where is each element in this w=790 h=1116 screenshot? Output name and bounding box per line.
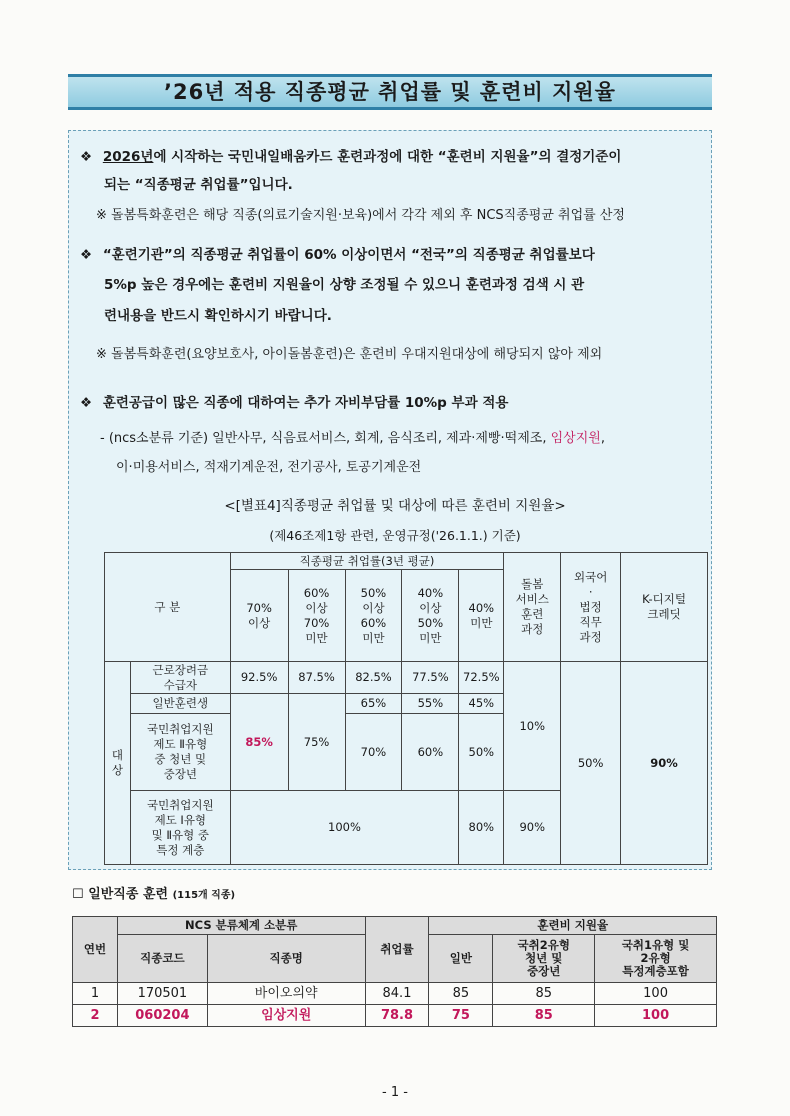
cell: 55% (402, 694, 459, 714)
bullet-2 (80, 246, 595, 264)
header-name: 직종명 (207, 935, 365, 983)
cell: 87.5% (288, 662, 345, 694)
cell: 060204 (117, 1005, 207, 1027)
cell: 임상지원 (207, 1005, 365, 1027)
bullet-2-text-3: 련내용을 반드시 확인하시기 바랍니다. (104, 308, 332, 324)
rate-group-header: 직종평균 취업률(3년 평균) (230, 553, 504, 570)
gubun-header: 구 분 (105, 553, 231, 662)
bullet-3 (80, 394, 508, 412)
cell: 85 (429, 983, 493, 1005)
cell: 85 (493, 983, 595, 1005)
cell: 90% (504, 791, 561, 865)
cell: 75% (288, 694, 345, 791)
col-header: 50% 이상 60% 미만 (345, 570, 402, 662)
bullet-1-text-2: 되는 “직종평균 취업률”입니다. (104, 177, 293, 193)
cell: 70% (345, 714, 402, 791)
support-rate-table (104, 552, 708, 865)
header-support: 훈련비 지원율 (429, 917, 717, 935)
cell: 72.5% (459, 662, 504, 694)
occupation-table (72, 916, 717, 1027)
cell: 2 (73, 1005, 118, 1027)
col-header: 40% 이상 50% 미만 (402, 570, 459, 662)
cell: 45% (459, 694, 504, 714)
section-count: (115개 직종) (172, 890, 236, 901)
foreign-header: 외국어 · 법정 직무 과정 (561, 553, 621, 662)
bullet-3-text: 훈련공급이 많은 직종에 대하여는 추가 자비부담률 10%p 부과 적용 (102, 395, 509, 411)
header-type1: 국취1유형 및 2유형 특정계층포함 (595, 935, 717, 983)
bullet-2-text: “훈련기관”의 직종평균 취업률이 60% 이상이면서 “전국”의 직종평균 취업률보다 (102, 247, 595, 263)
occupation-list-2: 이·미용서비스, 적재기계운전, 전기공사, 토공기계운전 (116, 460, 422, 475)
cell: 85 (493, 1005, 595, 1027)
cell: 82.5% (345, 662, 402, 694)
section-heading (72, 886, 235, 905)
bullet-1 (80, 148, 621, 166)
bullet-1-text: 에 시작하는 국민내일배움카드 훈련과정에 대한 “훈련비 지원율”의 결정기준이 (153, 149, 622, 165)
note-1: ※ 돌봄특화훈련은 해당 직종(의료기술지원·보육)에서 각각 제외 후 NCS직종평균 취업률 산정 (96, 208, 625, 223)
header-ncs: NCS 분류체계 소분류 (117, 917, 365, 935)
occupation-highlight: 임상지원 (550, 431, 601, 446)
table1-subcaption: (제46조제1항 관련, 운영규정('26.1.1.) 기준) (269, 528, 521, 543)
row-label: 일반훈련생 (130, 694, 230, 714)
cell: 78.8 (365, 1005, 429, 1027)
cell: 80% (459, 791, 504, 865)
title-banner (68, 74, 712, 110)
page-title: ’26년 적용 직종평균 취업률 및 훈련비 지원율 (164, 80, 616, 104)
header-no: 연번 (73, 917, 118, 983)
bullet-2-text-2: 5%p 높은 경우에는 훈련비 지원율이 상향 조정될 수 있으니 훈련과정 검색 시 관 (104, 277, 585, 293)
cell: 50% (459, 714, 504, 791)
row-label: 국민취업지원 제도 Ⅱ유형 중 청년 및 중장년 (130, 714, 230, 791)
checkbox-icon: ☐ (72, 887, 84, 902)
occupation-list-1 (100, 430, 605, 448)
care-header: 돌봄 서비스 훈련 과정 (504, 553, 561, 662)
occupation-list-text: - (ncs소분류 기준) 일반사무, 식음료서비스, 회계, 음식조리, 제과·제빵·떡제조, (100, 431, 547, 446)
cell: 77.5% (402, 662, 459, 694)
col-header: 40% 미만 (459, 570, 504, 662)
diamond-bullet-icon: ❖ (80, 395, 93, 411)
header-rate: 취업률 (365, 917, 429, 983)
k-digital-value: 90% (621, 662, 708, 865)
diamond-bullet-icon: ❖ (80, 149, 93, 165)
cell: 1 (73, 983, 118, 1005)
header-type2: 국취2유형 청년 및 중장년 (493, 935, 595, 983)
cell: 65% (345, 694, 402, 714)
cell-highlight: 85% (230, 694, 288, 791)
table-row-highlight (73, 1005, 717, 1027)
cell: 60% (402, 714, 459, 791)
target-label: 대 상 (105, 662, 131, 865)
cell: 바이오의약 (207, 983, 365, 1005)
cell: 100 (595, 1005, 717, 1027)
table-row (73, 983, 717, 1005)
section-heading-text: 일반직종 훈련 (88, 887, 169, 902)
list-comma: , (600, 431, 605, 446)
care-value: 10% (504, 662, 561, 791)
header-code: 직종코드 (117, 935, 207, 983)
k-digital-header: K-디지털 크레딧 (621, 553, 708, 662)
page-number: - 1 - (382, 1085, 408, 1100)
header-general: 일반 (429, 935, 493, 983)
row-label: 근로장려금 수급자 (130, 662, 230, 694)
col-header: 70% 이상 (230, 570, 288, 662)
cell: 84.1 (365, 983, 429, 1005)
table1-caption: <[별표4]직종평균 취업률 및 대상에 따른 훈련비 지원율> (224, 498, 566, 514)
cell: 100 (595, 983, 717, 1005)
bullet-1-year: 2026년 (102, 149, 154, 165)
diamond-bullet-icon: ❖ (80, 247, 93, 263)
cell: 100% (230, 791, 459, 865)
row-label: 국민취업지원 제도 Ⅰ유형 및 Ⅱ유형 중 특정 계층 (130, 791, 230, 865)
cell: 75 (429, 1005, 493, 1027)
foreign-value: 50% (561, 662, 621, 865)
cell: 92.5% (230, 662, 288, 694)
col-header: 60% 이상 70% 미만 (288, 570, 345, 662)
note-2: ※ 돌봄특화훈련(요양보호사, 아이돌봄훈련)은 훈련비 우대지원대상에 해당되지 않아 제외 (96, 347, 603, 362)
cell: 170501 (117, 983, 207, 1005)
